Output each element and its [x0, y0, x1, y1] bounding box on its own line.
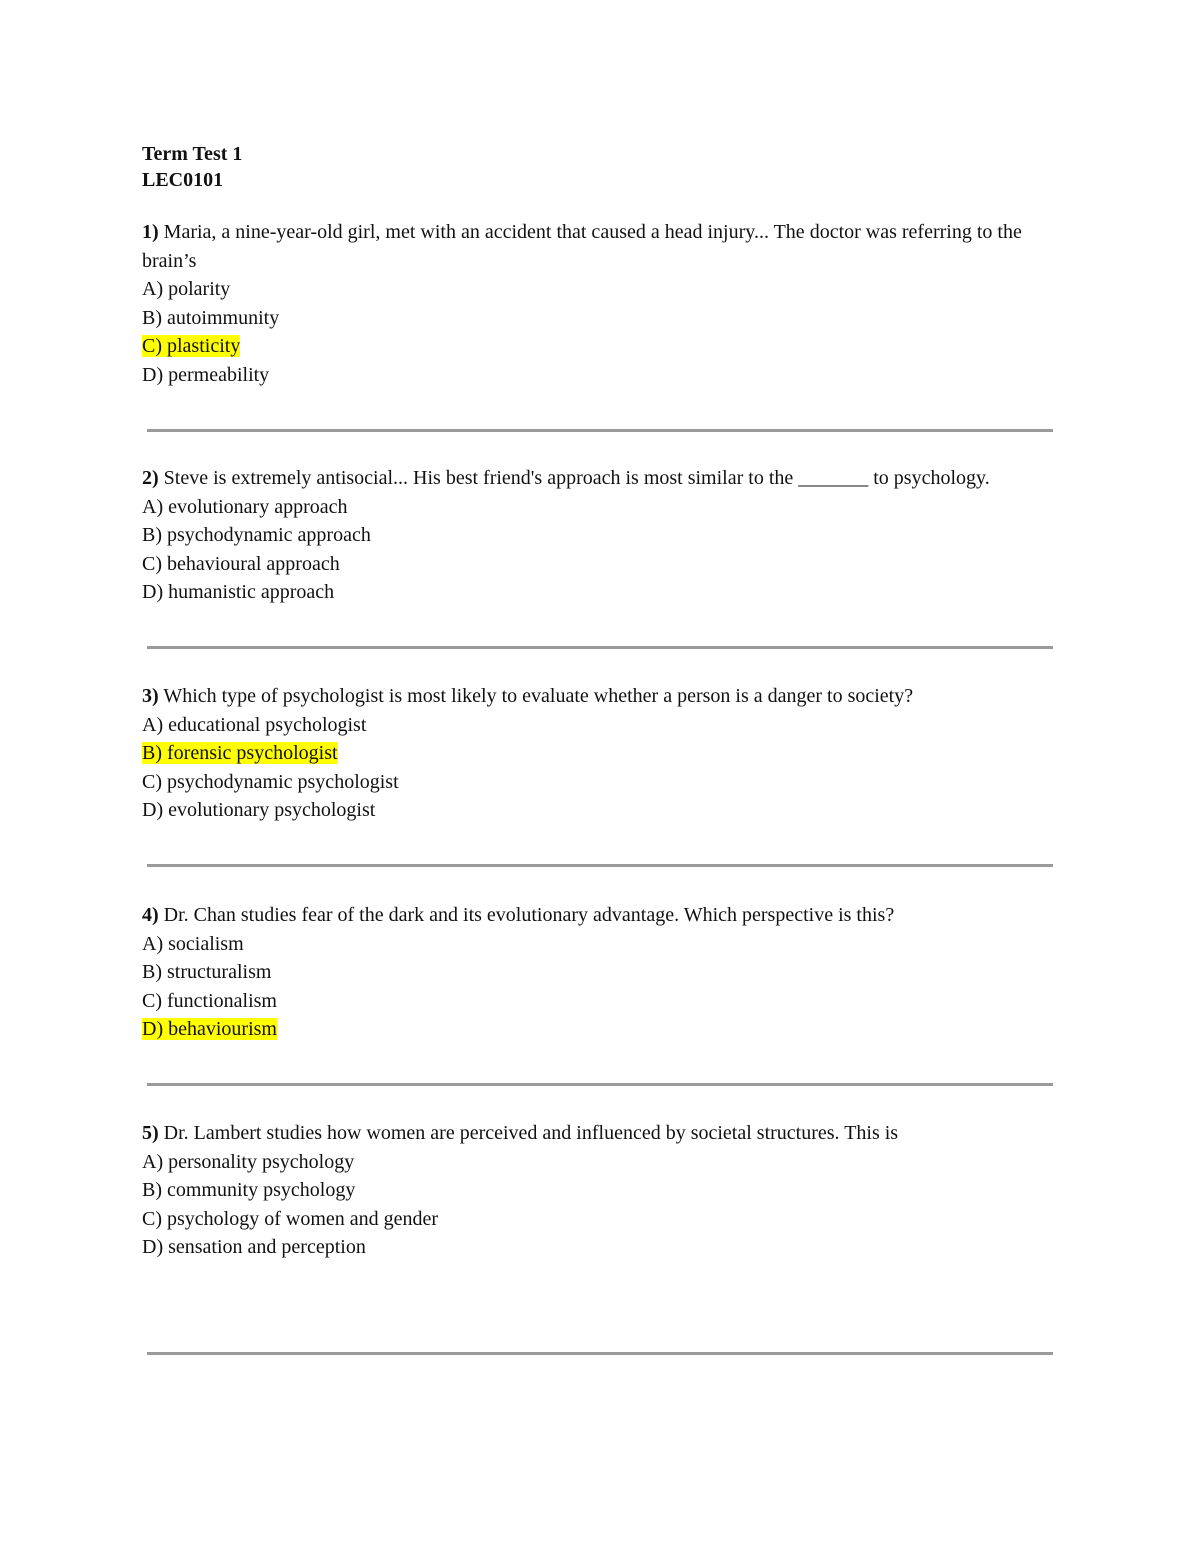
question-5-option-c	[142, 1205, 1062, 1234]
separator-line	[147, 1083, 1053, 1086]
question-3-text: Which type of psychologist is most likely to evaluate whether a person is a danger to society?	[163, 685, 914, 707]
question-5-stem	[142, 1119, 1062, 1148]
section-code: LEC0101	[142, 169, 224, 191]
option-label-highlighted: B) forensic psychologist	[142, 742, 338, 764]
option-label: D) humanistic approach	[142, 581, 335, 603]
question-4-number: 4)	[142, 904, 159, 926]
question-3-option-d	[142, 796, 1062, 825]
question-4-option-a	[142, 930, 1062, 959]
question-5	[142, 1119, 1062, 1262]
question-2-option-a	[142, 493, 1062, 522]
question-3-option-c	[142, 768, 1062, 797]
option-label: C) psychology of women and gender	[142, 1207, 439, 1230]
question-4-option-b	[142, 958, 1062, 987]
question-1-stem	[142, 218, 1062, 275]
question-1-option-a	[142, 275, 1062, 304]
option-label: C) behavioural approach	[142, 552, 340, 575]
question-1-option-d	[142, 361, 1062, 390]
question-1-text: Maria, a nine-year-old girl, met with an accident that caused a head injury... The doctor was referring to the brain’s	[142, 221, 1022, 272]
question-1-number: 1)	[142, 221, 159, 243]
option-label-highlighted: C) plasticity	[142, 335, 241, 357]
separator-line	[147, 864, 1053, 867]
question-5-option-b	[142, 1176, 1062, 1205]
option-label: B) community psychology	[142, 1179, 356, 1201]
option-label: C) psychodynamic psychologist	[142, 770, 399, 793]
question-5-number: 5)	[142, 1122, 159, 1144]
option-label: A) personality psychology	[142, 1150, 355, 1173]
question-2-text: Steve is extremely antisocial... His best friend's approach is most similar to the _______ to psychology.	[163, 467, 990, 489]
question-4-option-d	[142, 1015, 1062, 1044]
test-title: Term Test 1	[142, 143, 243, 165]
question-2	[142, 464, 1062, 607]
option-label: D) permeability	[142, 363, 270, 386]
option-label: A) polarity	[142, 278, 231, 300]
option-label: A) evolutionary approach	[142, 495, 348, 518]
option-label: B) structuralism	[142, 961, 272, 983]
question-2-option-b	[142, 521, 1062, 550]
option-label: B) autoimmunity	[142, 306, 280, 329]
option-label-highlighted: D) behaviourism	[142, 1018, 277, 1040]
option-label: D) sensation and perception	[142, 1236, 366, 1258]
option-label: D) evolutionary psychologist	[142, 799, 376, 821]
question-3-option-b	[142, 739, 1062, 768]
question-2-option-d	[142, 578, 1062, 607]
question-3	[142, 682, 1062, 825]
option-label: C) functionalism	[142, 989, 277, 1012]
question-5-text: Dr. Lambert studies how women are perceived and influenced by societal structures. This is	[163, 1122, 899, 1144]
option-label: A) educational psychologist	[142, 713, 367, 736]
option-label: A) socialism	[142, 932, 244, 955]
question-4-stem	[142, 901, 1062, 930]
question-4-text: Dr. Chan studies fear of the dark and its evolutionary advantage. Which perspective is this?	[163, 904, 895, 926]
question-3-option-a	[142, 711, 1062, 740]
question-3-stem	[142, 682, 1062, 711]
document-header	[142, 141, 242, 193]
question-5-option-a	[142, 1148, 1062, 1177]
question-5-option-d	[142, 1233, 1062, 1262]
question-2-stem	[142, 464, 1062, 493]
question-2-number: 2)	[142, 467, 159, 489]
question-1	[142, 218, 1062, 389]
question-1-option-c	[142, 332, 1062, 361]
separator-line	[147, 429, 1053, 432]
question-1-option-b	[142, 304, 1062, 333]
separator-line	[147, 646, 1053, 649]
question-4	[142, 901, 1062, 1044]
question-4-option-c	[142, 987, 1062, 1016]
option-label: B) psychodynamic approach	[142, 524, 371, 546]
question-3-number: 3)	[142, 685, 159, 707]
separator-line	[147, 1352, 1053, 1355]
question-2-option-c	[142, 550, 1062, 579]
